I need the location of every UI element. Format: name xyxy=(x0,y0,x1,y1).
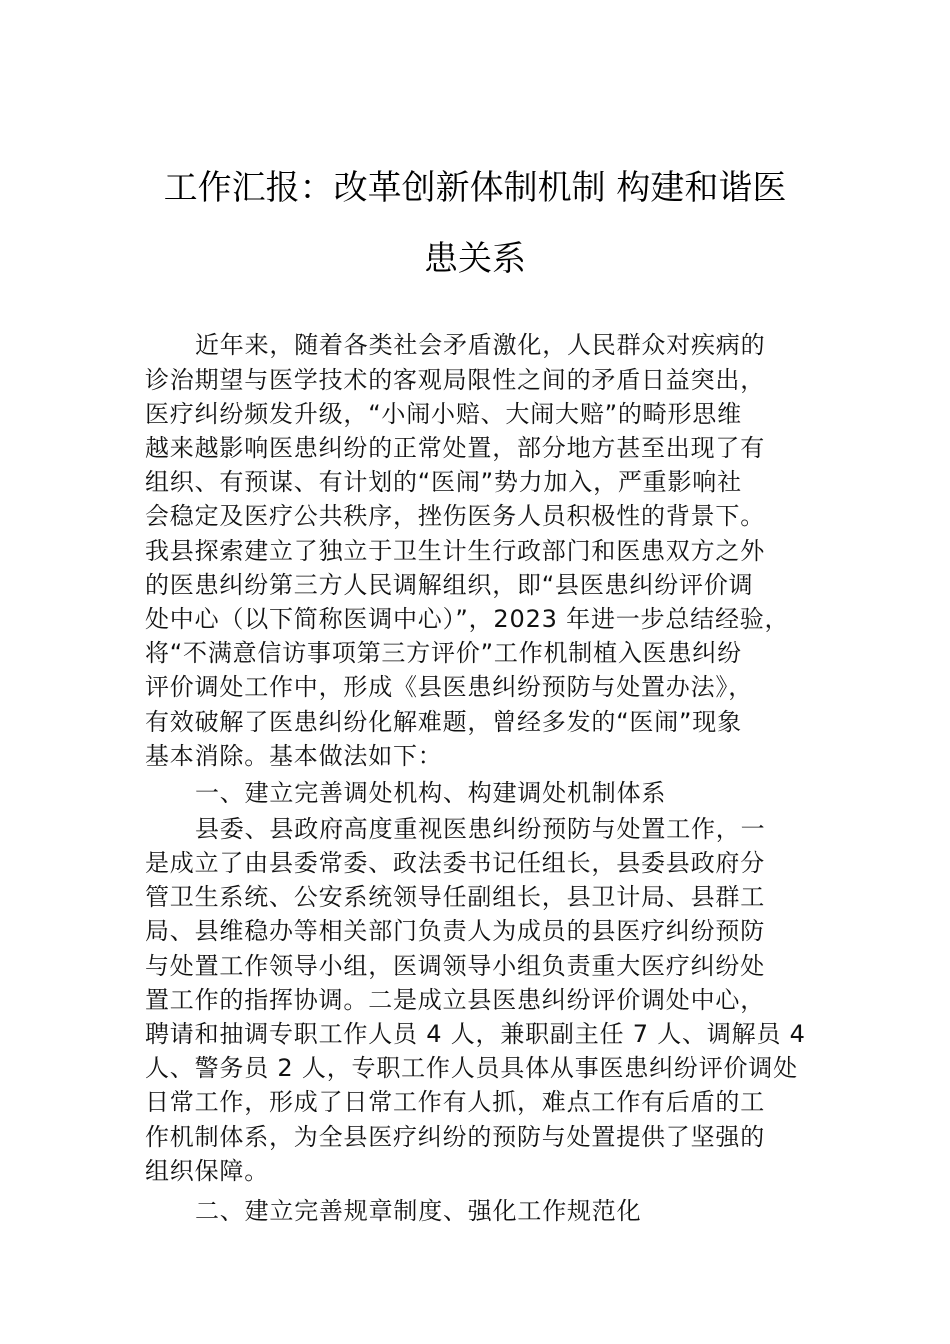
paragraph-1-line-9: 处中心（以下简称医调中心）”，2023 年进一步总结经验， xyxy=(145,605,790,633)
paragraph-1-line-8: 的医患纠纷第三方人民调解组织，即“县医患纠纷评价调 xyxy=(145,571,754,599)
paragraph-2-line-9: 日常工作，形成了日常工作有人抓，难点工作有后盾的工 xyxy=(145,1088,765,1116)
document-title-line-1: 工作汇报：改革创新体制机制 构建和谐医 xyxy=(163,168,787,208)
paragraph-2-line-7: 聘请和抽调专职工作人员 4 人，兼职副主任 7 人、调解员 4 xyxy=(145,1020,806,1048)
paragraph-2-line-5: 与处置工作领导小组，医调领导小组负责重大医疗纠纷处 xyxy=(145,952,765,980)
section-heading-1: 一、建立完善调处机构、构建调处机制体系 xyxy=(195,779,667,807)
paragraph-1-line-13: 基本消除。基本做法如下： xyxy=(145,742,443,770)
paragraph-1-line-6: 会稳定及医疗公共秩序，挫伤医务人员积极性的背景下。 xyxy=(145,502,765,530)
paragraph-2-line-11: 组织保障。 xyxy=(145,1157,269,1185)
paragraph-1-line-11: 评价调处工作中，形成《县医患纠纷预防与处置办法》， xyxy=(145,673,753,701)
paragraph-1-line-2: 诊治期望与医学技术的客观局限性之间的矛盾日益突出， xyxy=(145,366,765,394)
paragraph-2-line-10: 作机制体系，为全县医疗纠纷的预防与处置提供了坚强的 xyxy=(145,1123,765,1151)
paragraph-1-line-10: 将“不满意信访事项第三方评价”工作机制植入医患纠纷 xyxy=(145,639,742,667)
paragraph-1-line-4: 越来越影响医患纠纷的正常处置，部分地方甚至出现了有 xyxy=(145,434,765,462)
paragraph-1-line-5: 组织、有预谋、有计划的“医闹”势力加入，严重影响社 xyxy=(145,468,742,496)
paragraph-1-line-1: 近年来，随着各类社会矛盾激化，人民群众对疾病的 xyxy=(195,331,766,359)
paragraph-1-line-3: 医疗纠纷频发升级，“小闹小赔、大闹大赔”的畸形思维 xyxy=(145,400,742,428)
paragraph-2-line-8: 人、警务员 2 人，专职工作人员具体从事医患纠纷评价调处 xyxy=(145,1054,798,1082)
paragraph-1-line-7: 我县探索建立了独立于卫生计生行政部门和医患双方之外 xyxy=(145,537,765,565)
paragraph-2-line-2: 是成立了由县委常委、政法委书记任组长，县委县政府分 xyxy=(145,849,765,877)
document-title-line-2: 患关系 xyxy=(424,239,526,279)
paragraph-2-line-1: 县委、县政府高度重视医患纠纷预防与处置工作，一 xyxy=(195,815,766,843)
paragraph-1-line-12: 有效破解了医患纠纷化解难题，曾经多发的“医闹”现象 xyxy=(145,708,742,736)
paragraph-2-line-4: 局、县维稳办等相关部门负责人为成员的县医疗纠纷预防 xyxy=(145,917,765,945)
section-heading-2: 二、建立完善规章制度、强化工作规范化 xyxy=(195,1197,642,1225)
paragraph-2-line-3: 管卫生系统、公安系统领导任副组长，县卫计局、县群工 xyxy=(145,883,765,911)
paragraph-2-line-6: 置工作的指挥协调。二是成立县医患纠纷评价调处中心， xyxy=(145,986,765,1014)
